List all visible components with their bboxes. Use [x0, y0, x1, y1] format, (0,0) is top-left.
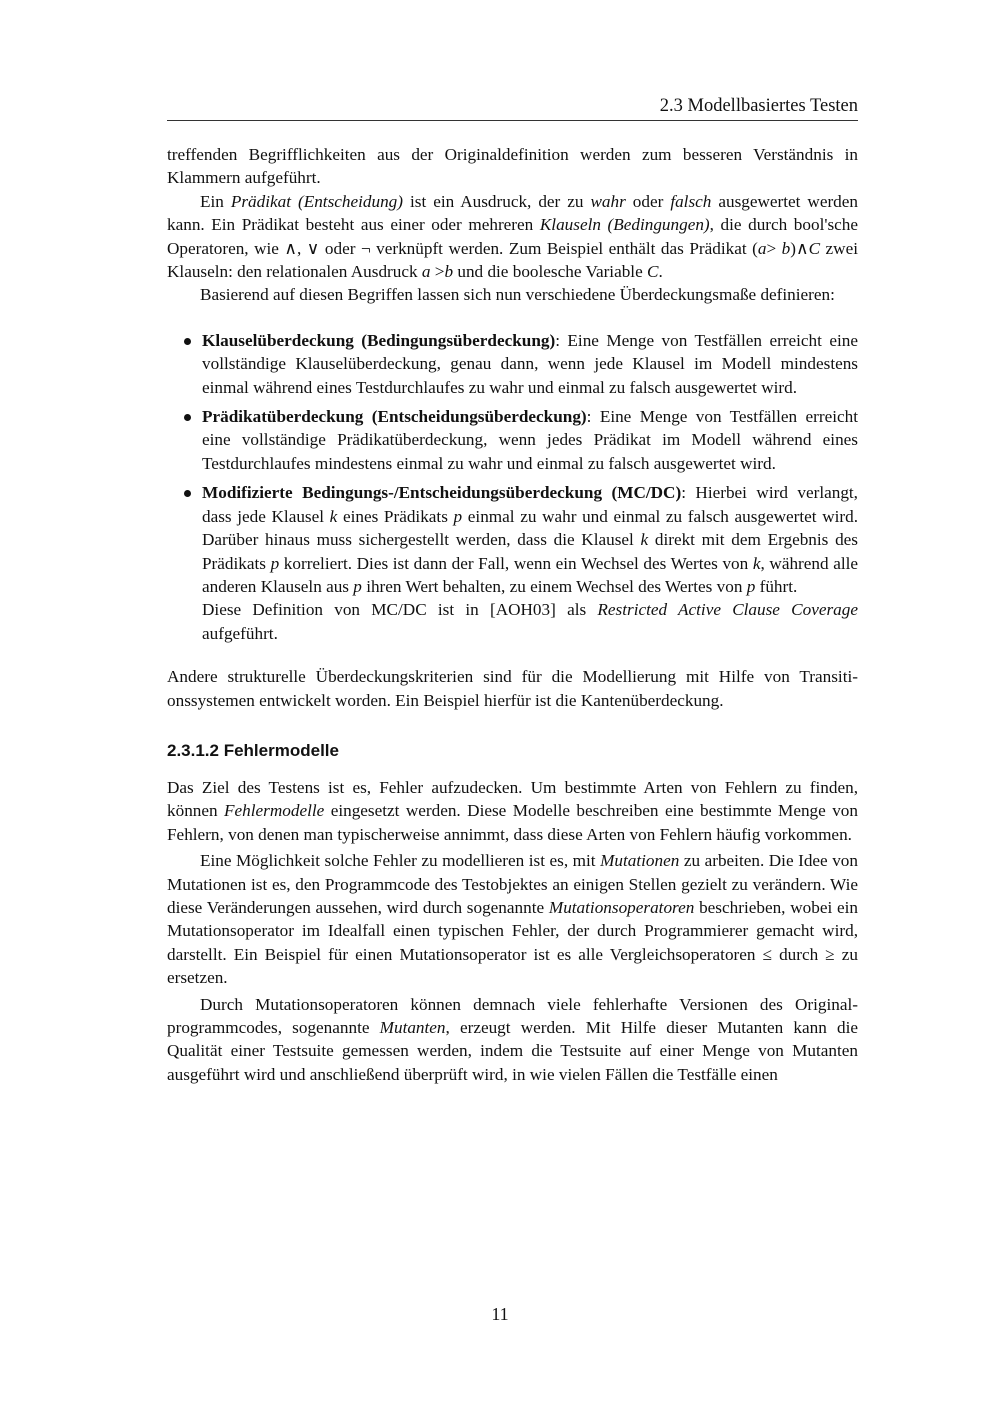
text-run: aufgeführt. — [202, 623, 278, 643]
text-run: führt. — [755, 576, 798, 596]
list-item-note — [202, 598, 858, 645]
text-run: Eine Möglichkeit solche Fehler zu modellieren ist es, mit — [200, 851, 601, 871]
text-run: oder — [625, 191, 671, 211]
text-run: einmal zu wahr und einmal zu falsch ausgewertet wird. Darüber hinaus muss sichergestellt werden, dass die Klausel — [202, 506, 858, 550]
text-run: direkt mit dem Ergebnis des Prädikats — [202, 530, 858, 573]
running-header-title: 2.3 Modellbasiertes Testen — [659, 96, 858, 116]
math-var: C — [647, 262, 659, 282]
paragraph-mutanten — [167, 993, 858, 1087]
math-op: > — [430, 262, 445, 282]
math-var: k — [640, 530, 649, 550]
term-klauseln: Klauseln (Bedingungen) — [539, 215, 710, 235]
running-header — [167, 95, 858, 121]
math-var: k — [329, 506, 338, 526]
math-var: a — [757, 238, 767, 258]
text-run: zwei Klauseln: den relationalen Ausdruck — [167, 238, 858, 282]
paragraph-mutationen — [167, 849, 858, 989]
math-var: C — [808, 238, 821, 258]
math-var: p — [453, 506, 463, 526]
paragraph-other-criteria: Andere strukturelle Überdeckungskriterien sind für die Modellierung mit Hilfe von Transitionssystemen entwickelt worden. Ein Beispiel hierfür ist die Kantenüberdeckung. — [167, 667, 858, 710]
list-item — [167, 329, 858, 399]
list-item-text: : Eine Menge von Testfällen erreicht eine vollständige Prädikatüberdeckung, wenn jedes Prädikat im Modell während eines Testdurchlaufes mindestens einmal zu wahr und einmal zu falsch ausgewertet wird. — [202, 407, 858, 473]
text-run: . — [658, 262, 663, 282]
list-item — [167, 481, 858, 645]
math-var: b — [444, 262, 454, 282]
text-run: und die boolesche Variable — [453, 262, 647, 282]
page-number: 11 — [491, 1304, 509, 1324]
term-mutanten: Mutanten — [379, 1018, 446, 1037]
text-run: , erzeugt werden. Mit Hilfe dieser Mutanten kann die Qualität einer Testsuite gemessen werden, indem die Testsuite auf einer Menge von Mutanten ausgeführt wird und anschließend überprüft wird, in wie vielen Fällen die Testfälle einen — [167, 1018, 858, 1084]
text-run: ausgewertet werden kann. Ein Prädikat besteht aus einer oder mehreren — [167, 191, 858, 235]
text-run: korreliert. Dies ist dann der Fall, wenn ein Wechsel des Wertes von — [279, 553, 753, 573]
text-run: eingesetzt werden. Diese Modelle beschreiben eine bestimmte Menge von Fehlern, von denen man typischerweise annimmt, dass diese Arten von Fehlern häufig vorkommen. — [167, 801, 858, 844]
term-wahr: wahr — [590, 191, 626, 211]
bullet-icon — [184, 414, 191, 421]
math-var: a — [421, 262, 431, 282]
text-run: ist ein Ausdruck, der zu — [403, 191, 591, 211]
coverage-list — [167, 329, 858, 645]
list-item-body — [202, 481, 858, 598]
text-run: Das Ziel des Testens ist es, Fehler aufzudecken. Um bestimmte Arten von Fehlern zu finden, können — [167, 777, 858, 821]
text-run: beschrieben, wobei ein Mutationsoperator im Idealfall einen typischen Fehler, der durch Programmierer gemacht wird, darstellt. Ein Beispiel für einen Mutationsoperator ist es alle Vergleichsoperatoren ≤ durch ≥ zu ersetzen. — [167, 897, 858, 988]
paragraph-intro-list: Basierend auf diesen Begriffen lassen sich nun verschiedene Überdeckungsmaße definieren: — [200, 285, 835, 305]
list-item-term: Klauselüberdeckung (Bedingungsüberdeckung) — [202, 330, 556, 350]
section-heading: 2.3.1.2 Fehlermodelle — [167, 740, 339, 760]
math-var: p — [746, 576, 756, 596]
text-run: Ein — [200, 191, 231, 211]
text-run: zu arbeiten. Die Idee von Mutationen ist es, den Programmcode des Testobjektes an einigen Stellen gezielt zu verändern. Wie diese Veränderungen aussehen, wird durch sogenannte — [167, 851, 858, 917]
text-run: , während alle anderen Klauseln aus — [202, 553, 858, 596]
term-racc: Restricted Active Clause Coverage — [597, 600, 858, 620]
body-text — [167, 143, 858, 1086]
list-item — [167, 405, 858, 475]
math-var: b — [781, 238, 791, 258]
list-item-term: Prädikatüberdeckung (Entscheidungsüberdeckung) — [202, 407, 587, 427]
paragraph-predicate-definition — [167, 190, 858, 284]
text-run: ihren Wert behalten, zu einem Wechsel des Wertes von — [361, 576, 747, 596]
list-item-term: Modifizierte Bedingungs-/Entscheidungsüberdeckung (MC/DC) — [202, 483, 682, 503]
text-run: : Hierbei wird verlangt, dass jede Klausel — [202, 483, 858, 526]
text-run: Durch Mutationsoperatoren können demnach viele fehlerhafte Versionen des Originalprogrammcodes, sogenannte — [167, 994, 858, 1037]
paragraph-fehlermodelle — [167, 776, 858, 846]
bullet-icon — [184, 490, 191, 497]
term-mutationen: Mutationen — [600, 851, 680, 871]
math-var: p — [270, 553, 280, 573]
list-item-text: : Eine Menge von Testfällen erreicht eine vollständige Klauselüberdeckung, genau dann, wenn jede Klausel im Modell mindestens einmal während eines Testdurchlaufes zu wahr und einmal zu falsch ausgewertet wird. — [202, 330, 858, 397]
term-mutationsoperatoren: Mutationsoperatoren — [548, 897, 695, 917]
term-fehlermodelle: Fehlermodelle — [224, 801, 325, 821]
math-op: )∧ — [790, 238, 809, 258]
math-var: p — [353, 576, 362, 596]
math-op: > — [766, 238, 782, 258]
math-var: k — [752, 553, 761, 573]
paragraph-continued: treffenden Begrifflichkeiten aus der Originaldefinition werden zum besseren Verständnis in Klammern aufgeführt. — [167, 145, 858, 188]
term-praedikat: Prädikat (Entscheidung) — [230, 191, 403, 211]
text-run: Diese Definition von MC/DC ist in [AOH03] als — [202, 600, 598, 620]
term-falsch: falsch — [670, 191, 712, 211]
text-run: eines Prädikats — [337, 506, 454, 526]
text-run: , die durch bool'sche Operatoren, wie ∧, ∨ oder ¬ verknüpft werden. Zum Beispiel enthält das Prädikat ( — [167, 215, 858, 258]
bullet-icon — [184, 338, 191, 345]
